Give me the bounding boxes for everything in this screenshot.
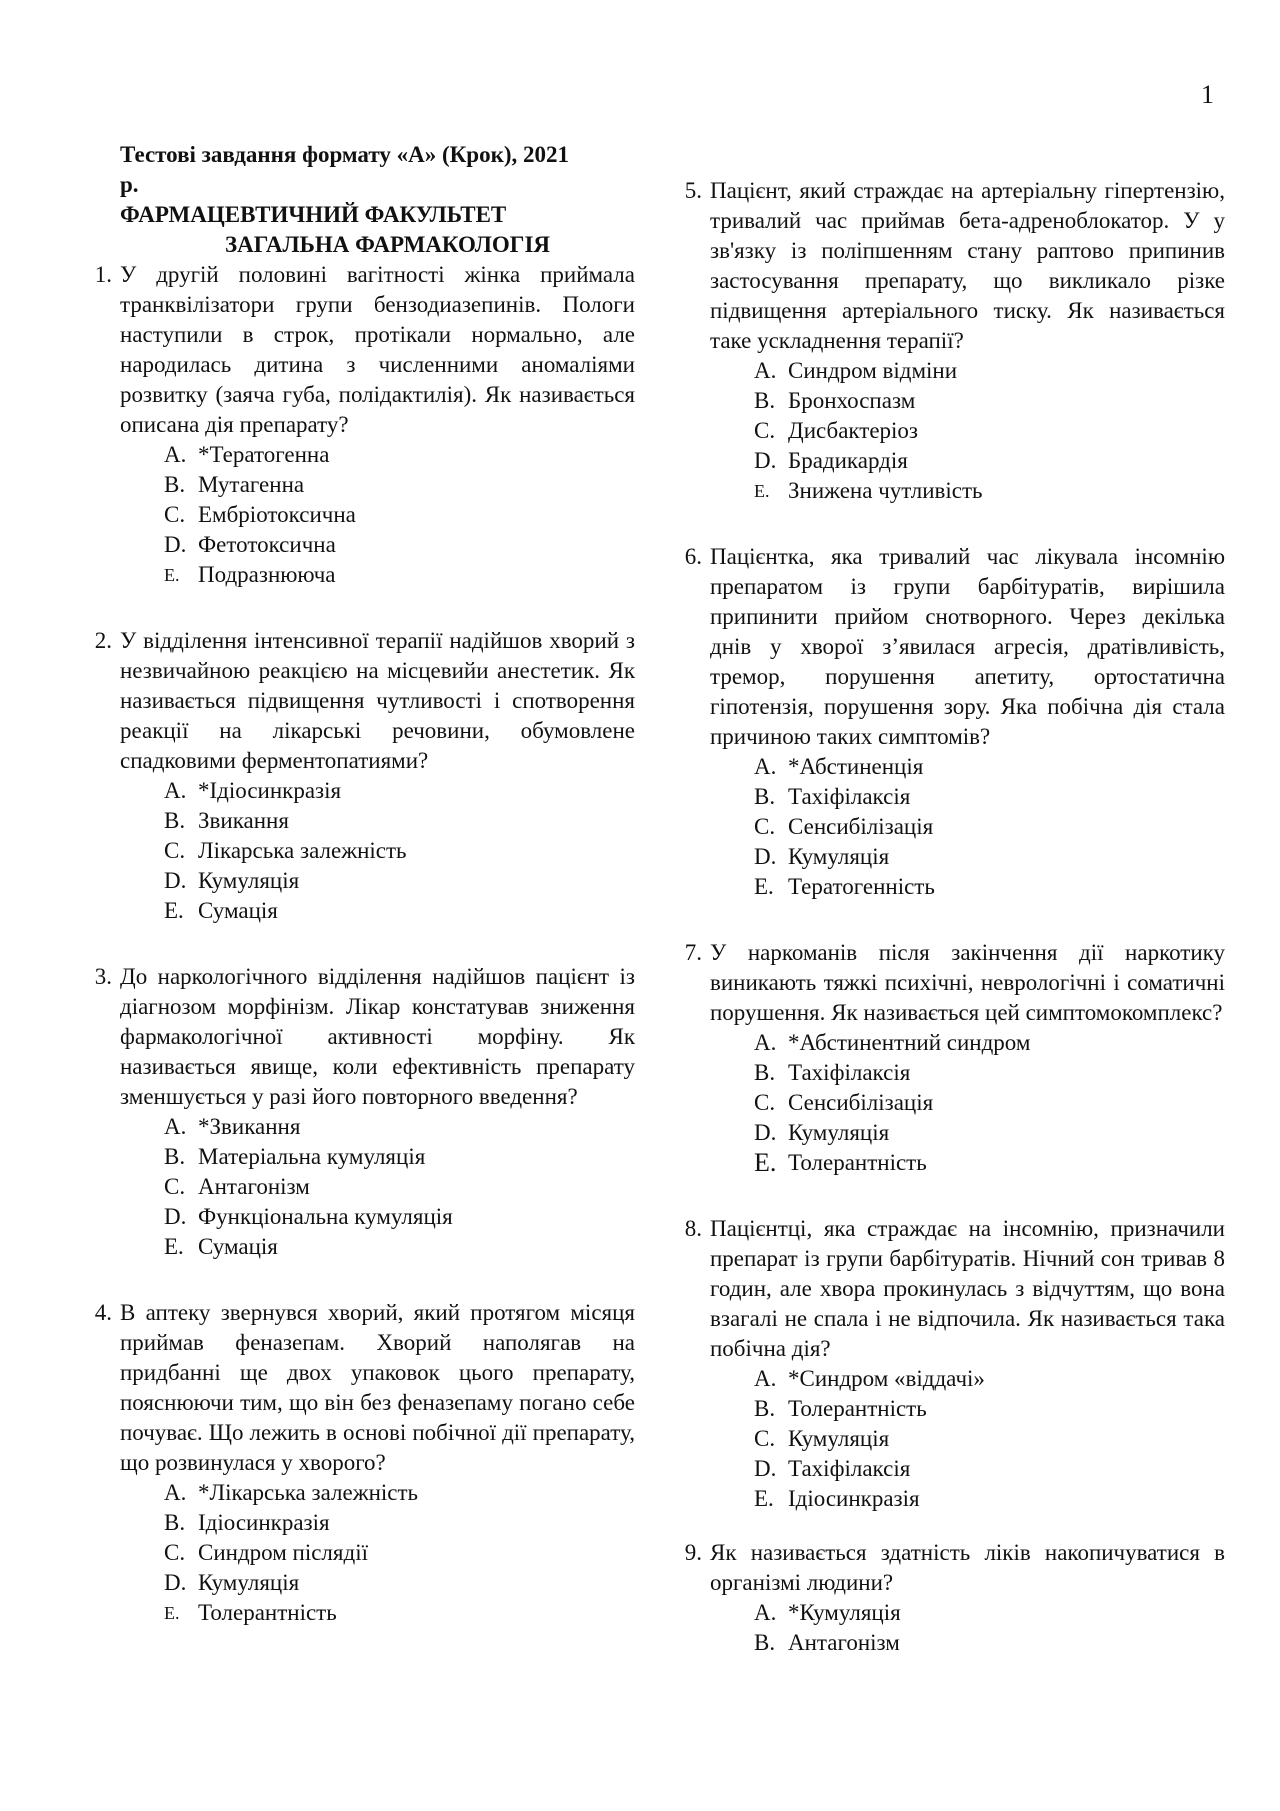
option-text: Синдром післядії <box>198 1540 368 1565</box>
option-d <box>164 866 635 896</box>
option-a <box>754 356 1225 386</box>
option-d <box>754 842 1225 872</box>
option-letter: E. <box>164 898 184 923</box>
option-text: *Тератогенна <box>198 442 330 467</box>
question-text: У наркоманів після закінчення дії наркотику виникають тяжкі психічні, неврологічні і соматичні порушення. Як називається цей симптомокомплекс? <box>710 940 1225 1025</box>
option-text: Кумуляція <box>788 844 890 869</box>
option-a <box>164 1112 635 1142</box>
option-letter: B. <box>754 388 776 413</box>
option-text: Ембріотоксична <box>198 502 356 527</box>
option-text: *Синдром «віддачі» <box>788 1366 985 1391</box>
option-text: Бронхоспазм <box>788 388 916 413</box>
question-number: 3. <box>94 964 112 989</box>
option-c <box>754 812 1225 842</box>
option-e <box>754 1148 1225 1178</box>
option-letter: B. <box>164 808 186 833</box>
option-text: Кумуляція <box>788 1120 890 1145</box>
option-letter: A. <box>754 1366 777 1391</box>
option-d <box>164 1568 635 1598</box>
option-text: *Кумуляція <box>788 1600 901 1625</box>
option-e <box>754 476 1225 506</box>
option-text: Знижена чутливість <box>788 478 983 503</box>
option-a <box>164 440 635 470</box>
option-letter: D. <box>754 844 777 869</box>
question-number: 9. <box>684 1540 702 1565</box>
option-b <box>164 470 635 500</box>
answer-options <box>120 440 635 590</box>
option-a <box>164 1478 635 1508</box>
option-text: Сенсибілізація <box>788 814 934 839</box>
option-text: Функціональна кумуляція <box>198 1204 453 1229</box>
question-text: Пацієнтка, яка тривалий час лікувала інсомнію препаратом із групи барбітуратів, вирішила припинити прийом снотворного. Через декілька днів у хворої з’явилася агресія, дратівливість, тремор, порушення апетиту, ортостатична гіпотензія, порушення зору. Яка побічна дія стала причиною таких симптомів? <box>710 544 1225 749</box>
option-c <box>164 500 635 530</box>
option-letter: D. <box>164 868 187 893</box>
question-1 <box>94 260 635 590</box>
document-title <box>120 140 635 260</box>
question-text: У другій половині вагітності жінка приймала транквілізатори групи бензодиазепинів. Пологи наступили в строк, протікали нормально, але народилась дитина з численними аномаліями розвитку (заяча губа, полідактилія). Як називається описана дія препарату? <box>120 262 635 437</box>
question-7 <box>684 938 1225 1178</box>
question-text: У відділення інтенсивної терапії надійшов хворий з незвичайною реакцією на місцевийи анестетик. Як називається підвищення чутливості і спотворення реакції на лікарські речовини, обумовлене спадковими ферментопатиями? <box>120 628 635 773</box>
answer-options <box>710 1598 1225 1658</box>
option-letter: E. <box>754 1148 777 1177</box>
question-3 <box>94 962 635 1262</box>
option-letter: A. <box>164 1114 187 1139</box>
option-text: Звикання <box>198 808 289 833</box>
option-text: Ідіосинкразія <box>198 1510 330 1535</box>
option-e <box>754 872 1225 902</box>
option-c <box>164 1172 635 1202</box>
question-9 <box>684 1538 1225 1658</box>
option-text: Мутагенна <box>198 472 305 497</box>
option-letter: E. <box>754 874 774 899</box>
option-text: Фетотоксична <box>198 532 336 557</box>
option-e <box>164 560 635 590</box>
option-c <box>754 1088 1225 1118</box>
question-text: Як називається здатність ліків накопичуватися в організмі людини? <box>710 1540 1225 1595</box>
option-letter: C. <box>164 502 186 527</box>
option-letter: D. <box>754 448 777 473</box>
option-letter: E. <box>164 1603 180 1623</box>
option-text: *Лікарська залежність <box>198 1480 419 1505</box>
page-number: 1 <box>1201 80 1214 109</box>
question-number: 2. <box>94 628 112 653</box>
option-text: Тахіфілаксія <box>788 784 911 809</box>
option-text: *Ідіосинкразія <box>198 778 342 803</box>
option-letter: B. <box>754 784 776 809</box>
question-text: До наркологічного відділення надійшов пацієнт із діагнозом морфінізм. Лікар констатував зниження фармакологічної активності морфіну. Як називається явище, коли ефективність препарату зменшується у разі його повторного введення? <box>120 964 635 1109</box>
option-d <box>164 530 635 560</box>
option-a <box>754 1028 1225 1058</box>
option-letter: D. <box>164 1570 187 1595</box>
option-letter: C. <box>754 1090 776 1115</box>
option-letter: E. <box>164 565 180 585</box>
option-letter: C. <box>754 418 776 443</box>
option-letter: C. <box>754 1426 776 1451</box>
option-b <box>754 386 1225 416</box>
option-b <box>754 782 1225 812</box>
option-text: Синдром відміни <box>788 358 958 383</box>
option-b <box>164 1508 635 1538</box>
option-text: Толерантність <box>788 1396 927 1421</box>
option-text: Лікарська залежність <box>198 838 407 863</box>
question-text: Пацієнт, який страждає на артеріальну гіпертензію, тривалий час приймав бета-адреноблокатор. У у зв'язку із поліпшенням стану раптово припинив застосування препарату, що викликало різке підвищення артеріального тиску. Як називається таке ускладнення терапії? <box>710 178 1225 353</box>
option-letter: D. <box>164 1204 187 1229</box>
answer-options <box>120 1112 635 1262</box>
option-c <box>754 1424 1225 1454</box>
option-text: Кумуляція <box>198 868 300 893</box>
question-2 <box>94 626 635 926</box>
title-line-1: Тестові завдання формату «А» (Крок), 2021 <box>120 142 569 167</box>
option-text: Толерантність <box>788 1150 927 1175</box>
answer-options <box>710 1028 1225 1178</box>
option-letter: D. <box>754 1120 777 1145</box>
question-number: 6. <box>684 544 702 569</box>
option-letter: A. <box>164 442 187 467</box>
option-d <box>754 1118 1225 1148</box>
option-letter: C. <box>754 814 776 839</box>
option-letter: C. <box>164 1540 186 1565</box>
option-text: Тахіфілаксія <box>788 1060 911 1085</box>
option-text: Сенсибілізація <box>788 1090 934 1115</box>
option-letter: B. <box>164 472 186 497</box>
option-text: Кумуляція <box>198 1570 300 1595</box>
option-e <box>754 1484 1225 1514</box>
option-letter: E. <box>164 1234 184 1259</box>
option-letter: A. <box>164 1480 187 1505</box>
option-a <box>754 1598 1225 1628</box>
option-letter: A. <box>164 778 187 803</box>
question-number: 7. <box>684 940 702 965</box>
question-number: 4. <box>94 1300 112 1325</box>
option-c <box>164 836 635 866</box>
question-number: 5. <box>684 178 702 203</box>
option-text: Толерантність <box>198 1600 337 1625</box>
left-column <box>94 140 635 1628</box>
option-letter: B. <box>754 1060 776 1085</box>
answer-options <box>120 776 635 926</box>
faculty-heading: ФАРМАЦЕВТИЧНИЙ ФАКУЛЬТЕТ <box>120 202 507 227</box>
option-text: Сумація <box>198 898 278 923</box>
option-e <box>164 1232 635 1262</box>
option-a <box>164 776 635 806</box>
question-number: 1. <box>94 262 112 287</box>
question-6 <box>684 542 1225 902</box>
subject-heading: ЗАГАЛЬНА ФАРМАКОЛОГІЯ <box>225 232 550 257</box>
option-text: Брадикардія <box>788 448 908 473</box>
option-b <box>754 1058 1225 1088</box>
option-letter: B. <box>754 1630 776 1655</box>
option-letter: D. <box>754 1456 777 1481</box>
option-letter: C. <box>164 1174 186 1199</box>
option-letter: D. <box>164 532 187 557</box>
option-text: Антагонізм <box>198 1174 310 1199</box>
option-text: Дисбактеріоз <box>788 418 919 443</box>
answer-options <box>120 1478 635 1628</box>
option-e <box>164 896 635 926</box>
option-text: *Звикання <box>198 1114 301 1139</box>
answer-options <box>710 356 1225 506</box>
option-text: Матеріальна кумуляція <box>198 1144 426 1169</box>
option-e <box>164 1598 635 1628</box>
option-c <box>164 1538 635 1568</box>
option-d <box>754 1454 1225 1484</box>
question-4 <box>94 1298 635 1628</box>
option-letter: E. <box>754 1486 774 1511</box>
option-c <box>754 416 1225 446</box>
option-letter: B. <box>164 1510 186 1535</box>
answer-options <box>710 752 1225 902</box>
option-b <box>754 1394 1225 1424</box>
option-letter: E. <box>754 481 770 501</box>
option-b <box>164 806 635 836</box>
option-letter: A. <box>754 1030 777 1055</box>
option-text: *Абстинентний синдром <box>788 1030 1031 1055</box>
answer-options <box>710 1364 1225 1514</box>
option-b <box>754 1628 1225 1658</box>
right-column <box>684 176 1225 1658</box>
option-letter: C. <box>164 838 186 863</box>
question-8 <box>684 1214 1225 1514</box>
option-text: Подразнююча <box>198 562 336 587</box>
option-text: Ідіосинкразія <box>788 1486 920 1511</box>
question-text: В аптеку звернувся хворий, який протягом місяця приймав феназепам. Хворий наполягав на придбанні ще двох упаковок цього препарату, пояснюючи тим, що він без феназепаму погано себе почуває. Що лежить в основі побічної дії препарату, що розвинулася у хворого? <box>120 1300 635 1475</box>
option-text: Тератогенність <box>788 874 935 899</box>
option-text: Сумація <box>198 1234 278 1259</box>
option-text: Кумуляція <box>788 1426 890 1451</box>
question-text: Пацієнтці, яка страждає на інсомнію, призначили препарат із групи барбітуратів. Нічний сон тривав 8 годин, але хвора прокинулась з відчуттям, що вона взагалі не спала і не відпочила. Як називається така побічна дія? <box>710 1216 1225 1361</box>
option-letter: A. <box>754 1600 777 1625</box>
title-line-2: р. <box>120 172 139 197</box>
option-d <box>164 1202 635 1232</box>
question-number: 8. <box>684 1216 702 1241</box>
option-letter: A. <box>754 754 777 779</box>
option-text: Антагонізм <box>788 1630 900 1655</box>
option-text: Тахіфілаксія <box>788 1456 911 1481</box>
question-5 <box>684 176 1225 506</box>
option-text: *Абстиненція <box>788 754 924 779</box>
option-a <box>754 752 1225 782</box>
option-letter: B. <box>754 1396 776 1421</box>
option-d <box>754 446 1225 476</box>
option-b <box>164 1142 635 1172</box>
option-letter: B. <box>164 1144 186 1169</box>
option-a <box>754 1364 1225 1394</box>
option-letter: A. <box>754 358 777 383</box>
